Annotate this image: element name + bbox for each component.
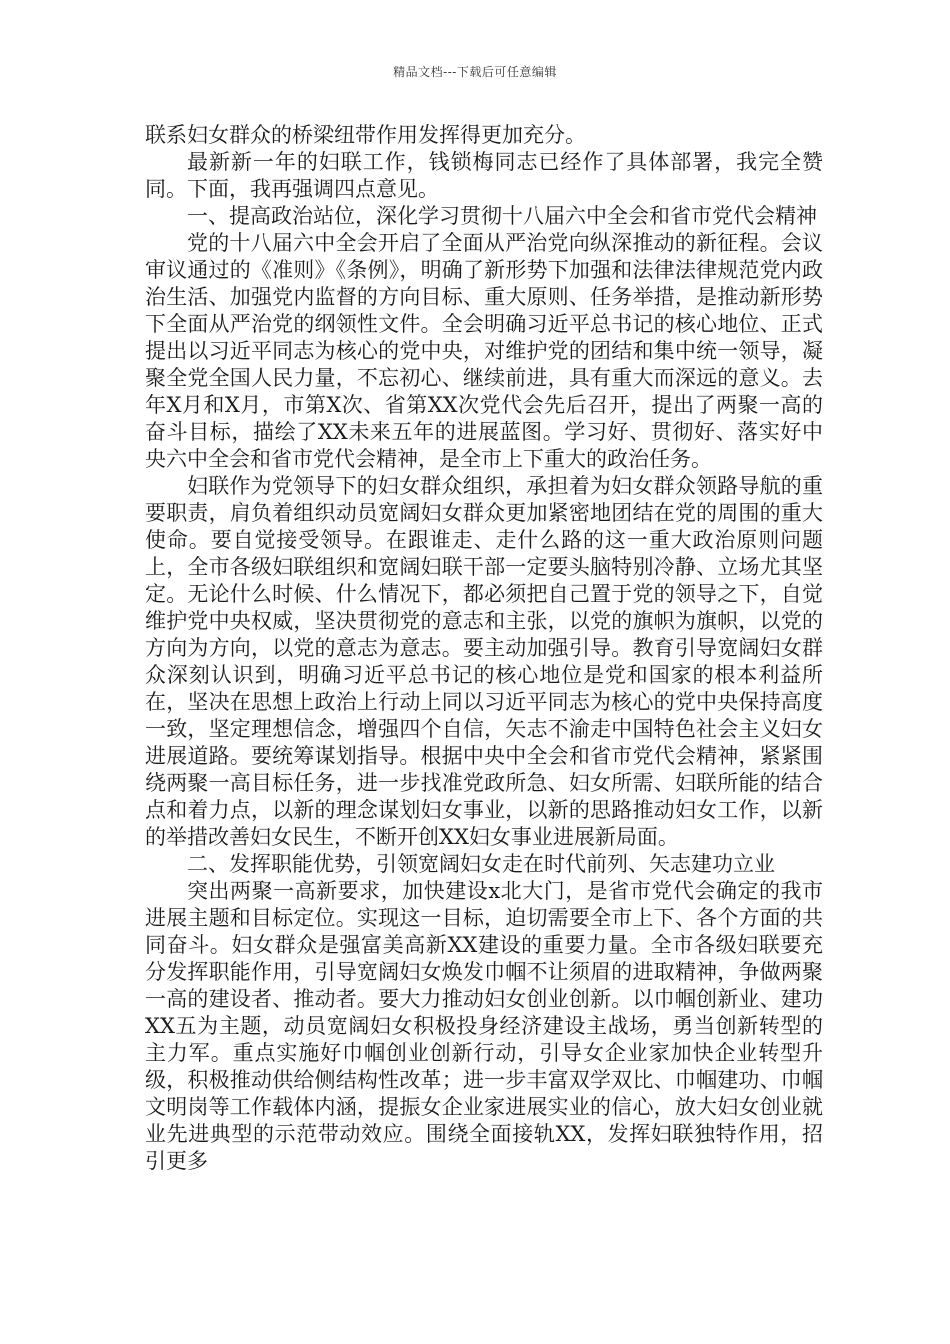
paragraph: 最新新一年的妇联工作，钱锁梅同志已经作了具体部署，我完全赞同。下面，我再强调四点意见。 — [145, 150, 823, 201]
section-heading-1: 一、提高政治站位，深化学习贯彻十八届六中全会和省市党代会精神 — [187, 204, 817, 228]
paragraph-continuation: 联系妇女群众的桥梁纽带作用发挥得更加充分。 — [145, 123, 586, 147]
paragraph: 妇联作为党领导下的妇女群众组织，承担着为妇女群众领路导航的重要职责，肩负着组织动员宽阔妇女群众更加紧密地团结在党的周围的重大使命。要自觉接受领导。在跟谁走、走什么路的这一重大政治原则问题上，全市各级妇联组织和宽阔妇联干部一定要头脑特别冷静、立场尤其坚定。无论什么时候、什么情况下，都必须把自己置于党的领导之下，自觉维护党中央权威，坚决贯彻党的意志和主张，以党的旗帜为旗帜，以党的方向为方向，以党的意志为意志。要主动加强引导。教育引导宽阔妇女群众深刻认识到，明确习近平总书记的核心地位是党和国家的根本利益所在，坚决在思想上政治上行动上同以习近平同志为核心的党中央保持高度一致，坚定理想信念，增强四个自信，矢志不渝走中国特色社会主义妇女进展道路。要统筹谋划指导。根据中央中全会和省市党代会精神，紧紧围绕两聚一高目标任务，进一步找准党政所急、妇女所需、妇联所能的结合点和着力点，以新的理念谋划妇女事业，以新的思路推动妇女工作，以新的举措改善妇女民生，不断开创XX妇女事业进展新局面。 — [145, 474, 823, 849]
document-body — [145, 122, 823, 1175]
section-heading-2: 二、发挥职能优势，引领宽阔妇女走在时代前列、矢志建功立业 — [187, 852, 775, 876]
paragraph: 党的十八届六中全会开启了全面从严治党向纵深推动的新征程。会议审议通过的《准则》《条例》，明确了新形势下加强和法律法律规范党内政治生活、加强党内监督的方向目标、重大原则、任务举措，是推动新形势下全面从严治党的纲领性文件。全会明确习近平总书记的核心地位、正式提出以习近平同志为核心的党中央，对维护党的团结和集中统一领导，凝聚全党全国人民力量，不忘初心、继续前进，具有重大而深远的意义。去年X月和X月，市第X次、省第XX次党代会先后召开，提出了两聚一高的奋斗目标，描绘了XX未来五年的进展蓝图。学习好、贯彻好、落实好中央六中全会和省市党代会精神，是全市上下重大的政治任务。 — [145, 231, 823, 471]
page-header: 精品文档---下载后可任意编辑 — [393, 65, 557, 79]
paragraph: 突出两聚一高新要求，加快建设x北大门，是省市党代会确定的我市进展主题和目标定位。实现这一目标，迫切需要全市上下、各个方面的共同奋斗。妇女群众是强富美高新XX建设的重要力量。全市各级妇联要充分发挥职能作用，引导宽阔妇女焕发巾帼不让须眉的进取精神，争做两聚一高的建设者、推动者。要大力推动妇女创业创新。以巾帼创新业、建功XX五为主题，动员宽阔妇女积极投身经济建设主战场，勇当创新转型的主力军。重点实施好巾帼创业创新行动，引导女企业家加快企业转型升级，积极推动供给侧结构性改革；进一步丰富双学双比、巾帼建功、巾帼文明岗等工作载体内涵，提振女企业家进展实业的信心，放大妇女创业就业先进典型的示范带动效应。围绕全面接轨XX，发挥妇联独特作用，招引更多 — [145, 879, 823, 1173]
